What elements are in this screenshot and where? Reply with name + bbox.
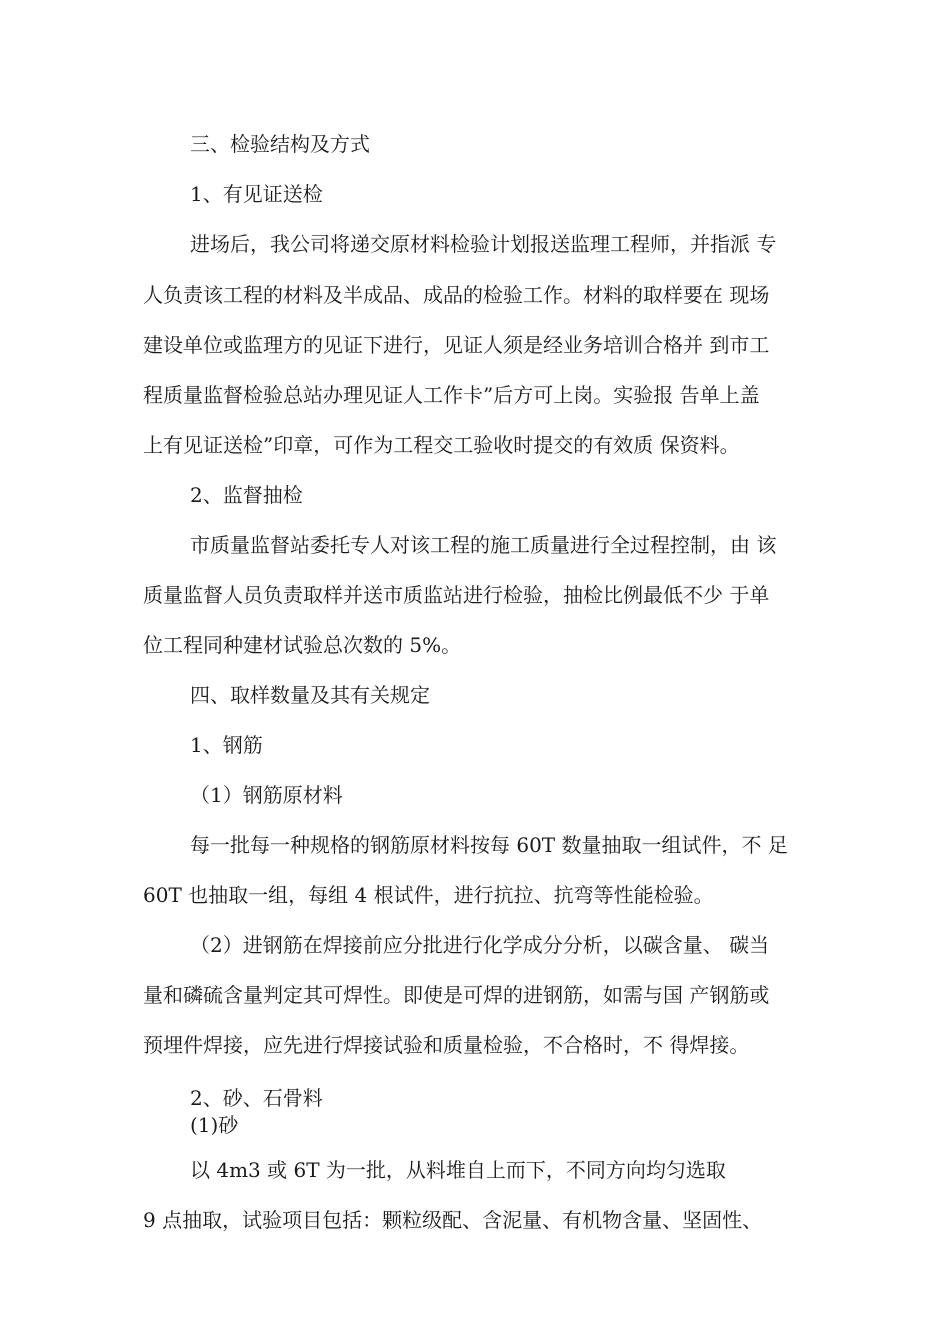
heading-section-4: 四、取样数量及其有关规定 <box>190 683 430 707</box>
paragraph-line: 进场后，我公司将递交原材料检验计划报送监理工程师，并指派 专 <box>190 232 777 256</box>
paragraph-line: 量和磷硫含量判定其可焊性。即使是可焊的进钢筋，如需与国 产钢筋或 <box>143 983 770 1007</box>
subheading-sand: (1)砂 <box>190 1113 239 1137</box>
subheading-aggregate: 2、砂、石骨料 <box>190 1086 323 1110</box>
paragraph-line: 程质量监督检验总站办理见证人工作卡”后方可上岗。实验报 告单上盖 <box>143 383 760 407</box>
subheading-rebar: 1、钢筋 <box>190 733 263 757</box>
paragraph-line: 预埋件焊接，应先进行焊接试验和质量检验，不合格时，不 得焊接。 <box>143 1033 750 1057</box>
paragraph-line: 人负责该工程的材料及半成品、成品的检验工作。材料的取样要在 现场 <box>143 283 770 307</box>
heading-section-3: 三、检验结构及方式 <box>190 132 370 156</box>
paragraph-line: 9 点抽取，试验项目包括：颗粒级配、含泥量、有机物含量、坚固性、 <box>143 1208 763 1232</box>
paragraph-line: 建设单位或监理方的见证下进行，见证人须是经业务培训合格并 到市工 <box>143 333 770 357</box>
paragraph-line: 质量监督人员负责取样并送市质监站进行检验，抽检比例最低不少 于单 <box>143 583 770 607</box>
paragraph-line: 60T 也抽取一组，每组 4 根试件，进行抗拉、抗弯等性能检验。 <box>143 883 714 907</box>
subheading-supervision-sampling: 2、监督抽检 <box>190 483 303 507</box>
subheading-witness-inspection: 1、有见证送检 <box>190 182 323 206</box>
paragraph-line: 以 4m3 或 6T 为一批，从料堆自上而下，不同方向均匀选取 <box>190 1158 726 1182</box>
paragraph-line: 位工程同种建材试验总次数的 5%。 <box>143 633 462 657</box>
paragraph-line: （2）进钢筋在焊接前应分批进行化学成分分析，以碳含量、 碳当 <box>190 933 770 957</box>
paragraph-line: 市质量监督站委托专人对该工程的施工质量进行全过程控制，由 该 <box>190 533 777 557</box>
paragraph-line: 每一批每一种规格的钢筋原材料按每 60T 数量抽取一组试件，不 足 <box>190 833 788 857</box>
subheading-rebar-raw-material: （1）钢筋原材料 <box>190 783 343 807</box>
paragraph-line: 上有见证送检”印章，可作为工程交工验收时提交的有效质 保资料。 <box>143 433 740 457</box>
